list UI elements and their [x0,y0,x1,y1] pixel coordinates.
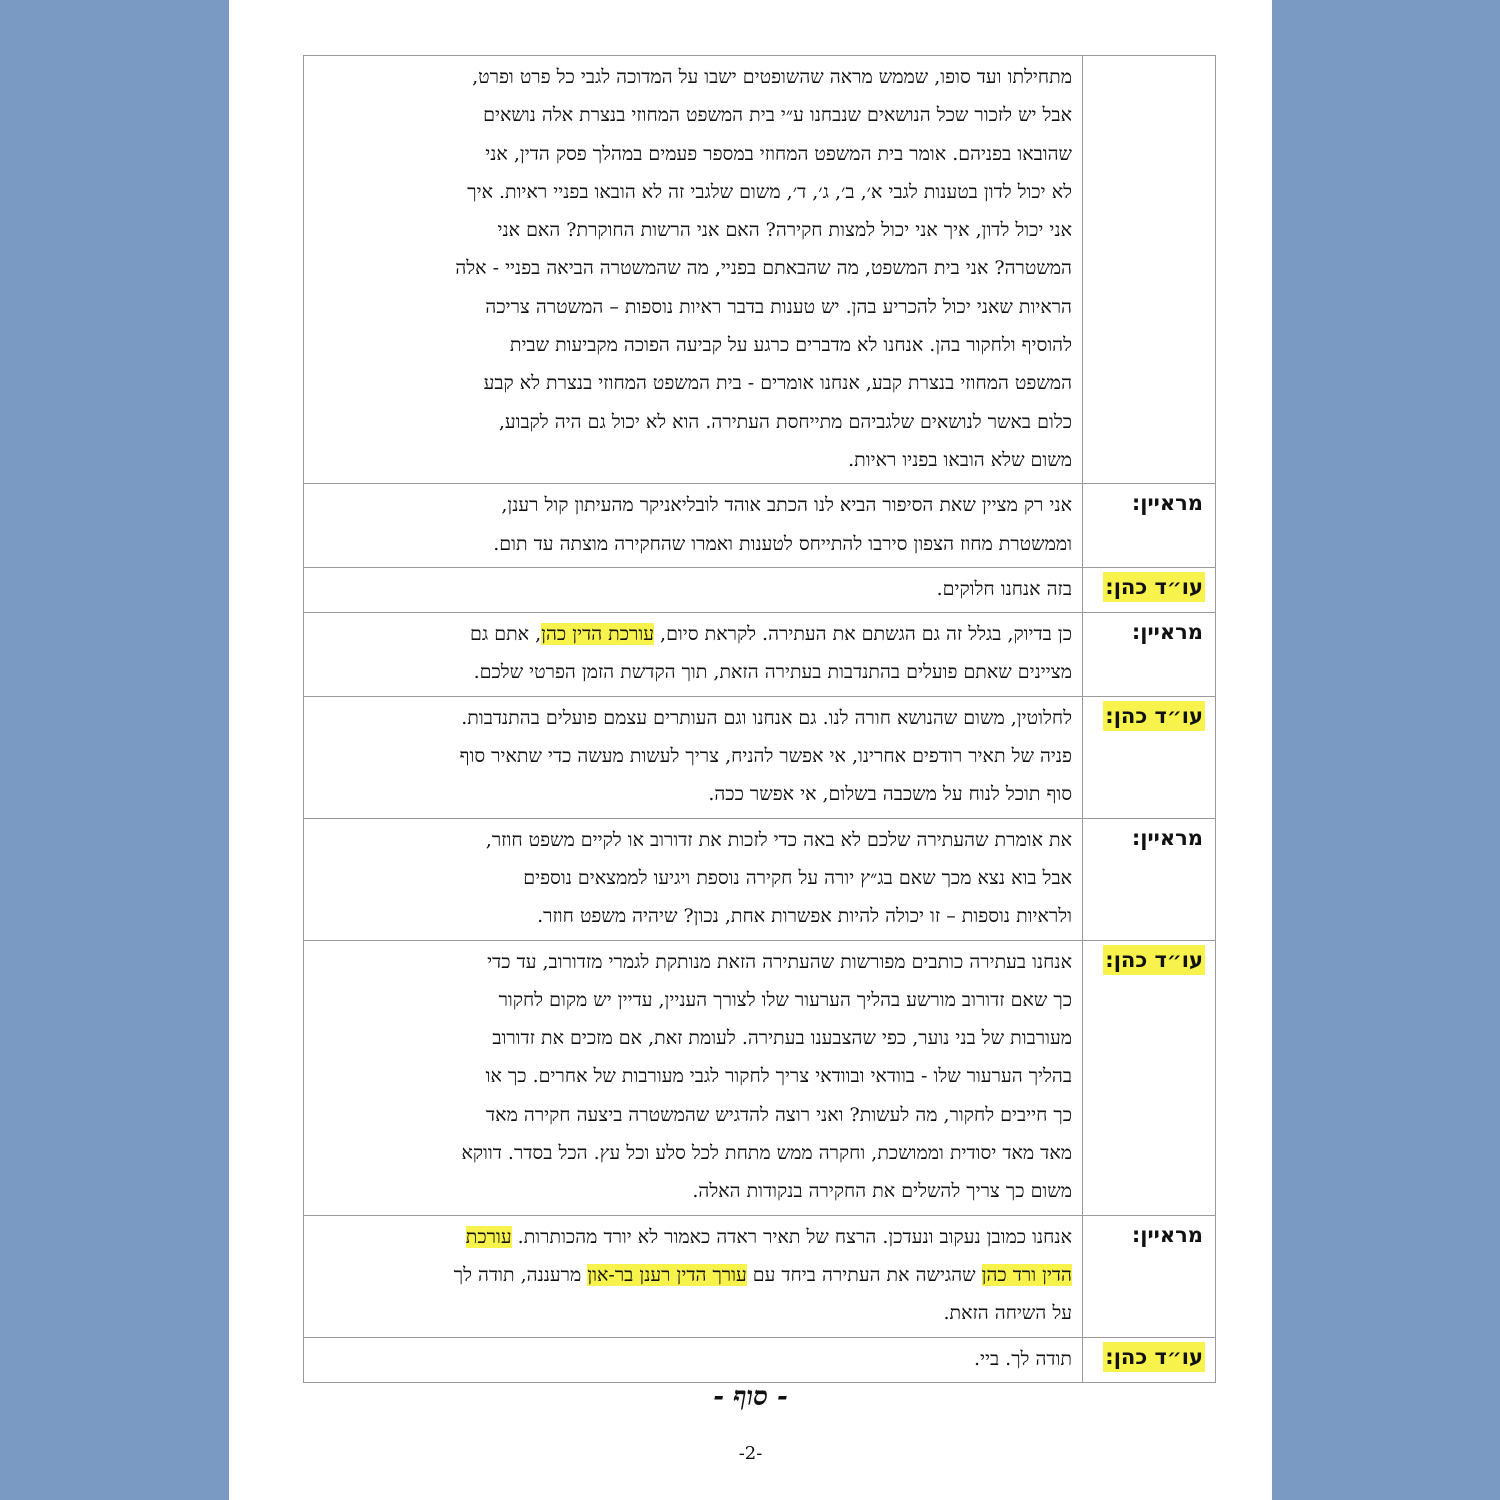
utterance-line [322,1294,1072,1332]
text-segment: אבל בוא נצא מכך שאם בג״ץ יורה על חקירה נוספת ויגיעו לממצאים נוספים [523,866,1072,889]
utterance-cell [304,484,1083,568]
utterance-line [322,211,1072,249]
text-segment: המשטרה? אני בית המשפט, מה שהבאתם בפניי, מה שהמשטרה הביאה בפניי - אלה [455,257,1072,280]
text-segment: את אומרת שהעתירה שלכם לא באה כדי לזכות את זדורוב או לקיים משפט חוזר, [485,828,1072,851]
utterance-line [322,403,1072,441]
speaker-cell [1083,567,1216,612]
speaker-cell [1083,696,1216,818]
highlighted-text: עורך הדין רענן בר-און [587,1263,747,1286]
highlighted-text: הדין ורד כהן [981,1263,1072,1286]
text-segment: סוף תוכל לנוח על משכבה בשלום, אי אפשר ככה. [708,783,1072,806]
utterance-cell [304,818,1083,940]
text-segment: תודה לך. ביי. [973,1347,1072,1370]
utterance-line [322,699,1072,737]
text-segment: הראיות שאני יכול להכריע בהן. יש טענות בדבר ראיות נוספות – המשטרה צריכה [485,295,1072,318]
text-segment: כלום באשר לנושאים שלגביהם מתייחסת העתירה. הוא לא יכול גם היה לקבוע, [498,410,1072,433]
text-segment: לחלוטין, משום שהנושא חורה לנו. גם אנחנו וגם העותרים עצמם פועלים בהתנדבות. [461,706,1072,729]
text-segment: בהליך הערעור שלו - בוודאי ובוודאי צריך לחקור לגבי מעורבות של אחרים. כך או [485,1065,1072,1088]
text-segment: כך שאם זדורוב מורשע בהליך הערעור שלו לצורך העניין, עדיין יש מקום לחקור [498,988,1072,1011]
text-segment: מרעננה, תודה לך [453,1263,588,1286]
utterance-line [322,570,1072,608]
text-segment: משום כך צריך להשלים את החקירה בנקודות האלה. [692,1180,1072,1203]
utterance-line [322,1340,1072,1378]
utterance-line [322,96,1072,134]
text-segment: פניה של תאיר רודפים אחרינו, אי אפשר להניח, צריך לעשות מעשה כדי שתאיר סוף [459,745,1072,768]
utterance-line [322,364,1072,402]
text-segment: אנחנו בעתירה כותבים מפורשות שהעתירה הזאת מנותקת לגמרי מזדורוב, עד כדי [487,950,1072,973]
utterance-line [322,1057,1072,1095]
text-segment: וממשטרת מחוז הצפון סירבו להתייחס לטענות ואמרו שהחקירה מוצתה עד תום. [493,532,1072,555]
transcript-body [304,56,1216,1383]
transcript-table [303,55,1216,1383]
speaker-label: עו״ד כהן: [1103,945,1205,975]
utterance-line [322,1218,1072,1256]
transcript-row [304,1337,1216,1382]
text-segment: שהובאו בפניהם. אומר בית המשפט המחוזי במספר פעמים במהלך פסק הדין, אני [485,142,1072,165]
transcript-row [304,56,1216,484]
end-mark: - סוף - [713,1382,788,1412]
text-segment: אני יכול לדון, איך אני יכול למצות חקירה? האם אני הרשות החוקרת? האם אני [497,219,1072,242]
speaker-label: מראיין: [1131,1222,1203,1247]
utterance-line [322,173,1072,211]
utterance-line [322,821,1072,859]
transcript-row [304,613,1216,697]
speaker-cell [1083,56,1216,484]
utterance-line [322,288,1072,326]
speaker-cell [1083,484,1216,568]
speaker-label: מראיין: [1131,491,1203,516]
utterance-cell [304,1337,1083,1382]
text-segment: על השיחה הזאת. [943,1302,1072,1325]
utterance-line [322,775,1072,813]
speaker-cell [1083,818,1216,940]
speaker-cell [1083,1337,1216,1382]
utterance-line [322,897,1072,935]
text-segment: לא יכול לדון בטענות לגבי א׳, ב׳, ג׳, ד׳, משום שלגבי זה לא הובאו בפניי ראיות. איך [467,180,1072,203]
utterance-line [322,1019,1072,1057]
text-segment: בזה אנחנו חלוקים. [936,577,1072,600]
utterance-cell [304,613,1083,697]
speaker-label: מראיין: [1131,825,1203,850]
text-segment: המשפט המחוזי בנצרת קבע, אנחנו אומרים - בית המשפט המחוזי בנצרת לא קבע [483,372,1072,395]
text-segment: שהגישה את העתירה ביחד עם [746,1263,982,1286]
text-segment: להוסיף ולחקור בהן. אנחנו לא מדברים כרגע על קביעה הפוכה מקביעות שבית [509,334,1072,357]
utterance-line [322,859,1072,897]
text-segment: מתחילתו ועד סופו, שממש מראה שהשופטים ישבו על המדוכה לגבי כל פרט ופרט, [472,66,1072,88]
utterance-line [322,943,1072,981]
utterance-line [322,1096,1072,1134]
document-page [229,0,1272,1500]
text-segment: אבל יש לזכור שכל הנושאים שנבחנו ע״י בית המשפט המחוזי בנצרת אלה נושאים [483,104,1072,127]
transcript-row [304,940,1216,1215]
transcript-row [304,818,1216,940]
speaker-label: עו״ד כהן: [1103,572,1205,602]
utterance-line [322,1172,1072,1210]
utterance-line [322,249,1072,287]
text-segment: מעורבות של בני נוער, כפי שהצבענו בעתירה. לעומת זאת, אם מזכים את זדורוב [492,1027,1072,1050]
utterance-line [322,525,1072,563]
utterance-line [322,135,1072,173]
highlighted-text: עורכת הדין כהן [541,623,654,646]
utterance-line [322,981,1072,1019]
transcript-row [304,567,1216,612]
utterance-line [322,58,1072,96]
utterance-line [322,326,1072,364]
utterance-line [322,486,1072,524]
text-segment: ולראיות נוספות – זו יכולה להיות אפשרות אחת, נכון? שיהיה משפט חוזר. [537,905,1072,928]
page-number: -2- [738,1443,763,1464]
speaker-cell [1083,613,1216,697]
transcript-row [304,484,1216,568]
utterance-cell [304,567,1083,612]
utterance-line [322,737,1072,775]
utterance-cell [304,56,1083,484]
utterance-line [322,441,1072,479]
text-segment: , אתם גם [470,623,542,646]
text-segment: משום שלא הובאו בפניו ראיות. [848,448,1072,471]
speaker-label: עו״ד כהן: [1103,701,1205,731]
transcript-row [304,696,1216,818]
text-segment: אנחנו כמובן נעקוב ונעדכן. הרצח של תאיר ראדה כאמור לא יורד מהכותרות. [511,1225,1072,1248]
speaker-cell [1083,1215,1216,1337]
utterance-line [322,1134,1072,1172]
utterance-line [322,615,1072,653]
transcript-row [304,1215,1216,1337]
speaker-cell [1083,940,1216,1215]
text-segment: כך חייבים לחקור, מה לעשות? ואני רוצה להדגיש שהמשטרה ביצעה חקירה מאד [486,1103,1072,1126]
highlighted-text: עורכת [465,1225,512,1248]
speaker-label: מראיין: [1131,620,1203,645]
text-segment: כן בדיוק, בגלל זה גם הגשתם את העתירה. לקראת סיום, [654,623,1072,646]
utterance-cell [304,696,1083,818]
text-segment: מאד מאד יסודית וממושכת, וחקרה ממש מתחת לכל סלע וכל עץ. הכל בסדר. דווקא [461,1142,1072,1165]
utterance-cell [304,1215,1083,1337]
utterance-line [322,1256,1072,1294]
utterance-line [322,653,1072,691]
text-segment: מציינים שאתם פועלים בהתנדבות בעתירה הזאת, תוך הקדשת הזמן הפרטי שלכם. [473,661,1072,684]
utterance-cell [304,940,1083,1215]
text-segment: אני רק מציין שאת הסיפור הביא לנו הכתב אוהד לובליאניקר מהעיתון קול רענן, [501,494,1072,517]
speaker-label: עו״ד כהן: [1103,1342,1205,1372]
